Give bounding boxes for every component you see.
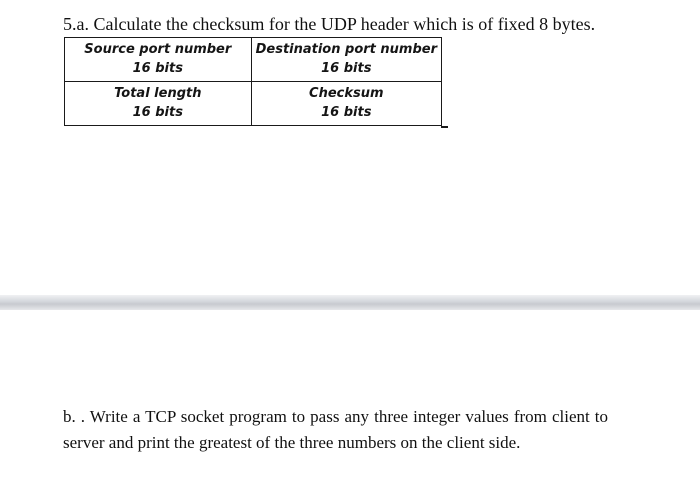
field-size: 16 bits	[321, 105, 372, 120]
field-size: 16 bits	[321, 61, 372, 76]
table-row	[65, 38, 442, 82]
question-a-text: 5.a. Calculate the checksum for the UDP header which is of fixed 8 bytes.	[63, 14, 596, 34]
udp-header-table	[64, 37, 442, 126]
total-length-cell	[65, 82, 252, 126]
checksum-cell	[251, 82, 441, 126]
field-label: Destination port number	[255, 42, 437, 57]
destination-port-cell	[251, 38, 441, 82]
field-label: Checksum	[309, 86, 384, 101]
field-label: Total length	[114, 86, 202, 101]
question-b-text: b. . Write a TCP socket program to pass any three integer values from client to server and print the greatest of the three numbers on the client side.	[63, 407, 608, 452]
table-tail-mark	[441, 126, 448, 128]
field-size: 16 bits	[132, 61, 183, 76]
field-size: 16 bits	[132, 105, 183, 120]
field-label: Source port number	[84, 42, 232, 57]
source-port-cell	[65, 38, 252, 82]
page-separator	[0, 295, 700, 310]
table-row	[65, 82, 442, 126]
